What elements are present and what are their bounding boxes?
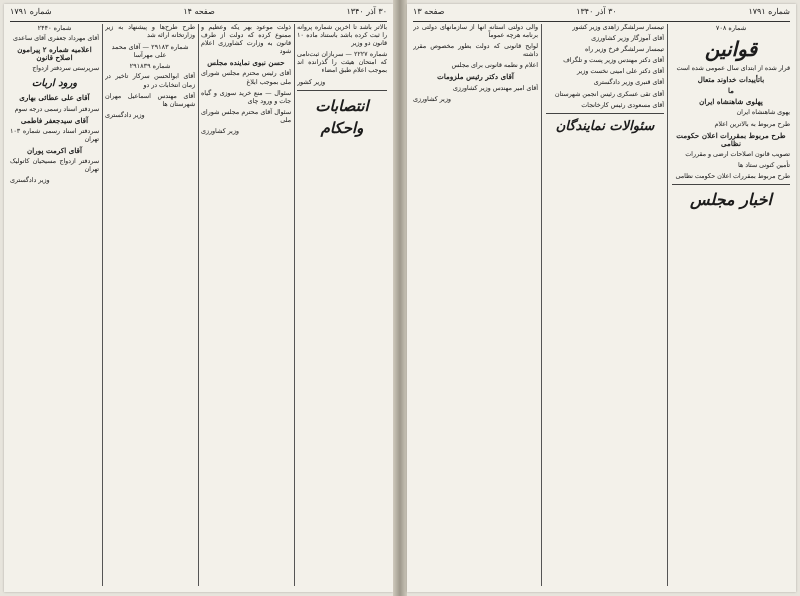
left-col-2: [201, 24, 291, 588]
list-item: آقای تقی عسکری رئیس انجمن شهرستان: [554, 90, 664, 98]
paragraph: آقای رئیس محترم مجلس شورای ملی بموجب ابلاغ: [201, 70, 291, 86]
divider: [546, 113, 664, 114]
item-title: آقای اکرمت پوران: [26, 145, 82, 155]
paragraph: یهوی شاهنشاه ایران: [736, 109, 790, 117]
left-page-header: [10, 7, 387, 22]
left-header-page: صفحه ۱۴: [183, 7, 215, 16]
right-header-issue: شماره ۱۷۹۱: [748, 7, 790, 16]
column-rule: [102, 24, 103, 586]
list-item: تیمسار سرلشگر فرخ وزیر راه: [584, 46, 664, 54]
column-rule: [667, 24, 668, 586]
right-header-date: ۳۰ آذر ۱۳۴۰: [576, 7, 617, 16]
paragraph: طرح مربوط به بالاترین اعلام: [714, 120, 790, 128]
signature: وزیر کشاورزی: [201, 128, 239, 136]
paragraph: شماره ۲۲۲۷ — سربازان ثبت‌نامی که امتحان هیئت را گذرانده اند بموجب اعلام طبق امضاء: [297, 51, 387, 75]
page-gutter: [393, 0, 407, 596]
paragraph: آقای ابوالحسن سرکار تاخیر در زمان انتخابات در دو: [105, 73, 195, 89]
paragraph: تصویب قانون اصلاحات ارضی و مقررات: [685, 150, 790, 158]
paragraph: بالاتر باشد تا آخرین شماره پروانه را ثبت کرده باشد باستناد ماده ۱۰ قانون دو وزیر: [297, 24, 387, 48]
left-col-3: [105, 24, 195, 588]
signature: وزیر کشاورزی: [413, 95, 451, 103]
paragraph: اعلام و نظمه قانونی برای مجلس: [451, 62, 538, 70]
paragraph: طرح طرح‌ها و پیشنهاد به زیر وزارتخانه ارائه شد: [105, 24, 195, 40]
left-header-issue: شماره ۱۷۹۱: [10, 7, 52, 16]
item-title: آقای سیدجعفر فاطمی: [20, 115, 89, 125]
paragraph: سرپرستی سردفتر ازدواج: [32, 65, 99, 73]
paragraph: سئوال — منع خرید سوزی و گیاه جات و ورود چای: [201, 89, 291, 105]
column-rule: [541, 24, 542, 586]
signature: وزیر کشور: [297, 78, 326, 86]
left-col-1: [297, 24, 387, 588]
divider: [297, 90, 387, 91]
list-item: آقای دکتر مهندس وزیر پست و تلگراف: [563, 57, 664, 65]
left-header-date: ۳۰ آذر ۱۳۴۰: [346, 7, 387, 16]
paragraph: والی دولتی استانه آنها از سازمانهای دولتی در برنامه هرچه عموماً: [413, 24, 538, 40]
paragraph: قرار شده از ابتدای سال عمومی شده است: [676, 65, 790, 73]
paragraph: آقای امیر مهندس وزیر کشاورزی: [452, 84, 538, 92]
list-item: آقای مسعودی رئیس کارخانجات: [581, 101, 664, 109]
right-col-2: [546, 24, 664, 588]
paragraph: تأمین کنونی ستاد ها: [737, 161, 790, 169]
list-item: آقای قنبری وزیر دادگستری: [593, 79, 664, 87]
paragraph: آقای مهندس اسماعیل مهران شهرستان ها: [105, 92, 195, 108]
paragraph: ذولت موعود بهر یکه وعظیم و ممنوع کرده که دولت از طرف قانون به وزارت کشاورزی اعلام شود: [201, 24, 291, 56]
item-number: شماره ۲۹۱۸۳۹: [129, 62, 171, 71]
section-title: ورود اربات: [31, 78, 78, 90]
heading: پهلوی شاهنشاه ایران: [699, 97, 763, 107]
right-page: [407, 4, 796, 592]
paragraph: طرح مربوط بمقررات اعلان حکومت نظامی: [675, 173, 790, 181]
column-rule: [198, 24, 199, 586]
parliament-news-title: اخبار مجلس: [690, 190, 772, 210]
left-col-4: [10, 24, 99, 588]
paragraph: آقای مهرداد جعفری آقای ساعدی: [12, 35, 99, 43]
appointments-title: انتصابات واحکام: [315, 96, 369, 137]
paragraph: لوایح قانونی که دولت بطور مخصوص مقرر داشته: [413, 43, 538, 59]
item-number: شماره ۲۹۱۸۳ — آقای محمد علی مهرآسا: [111, 43, 189, 60]
right-col-3: [413, 24, 538, 588]
right-header-page: صفحه ۱۳: [413, 7, 445, 16]
right-page-header: [413, 7, 790, 22]
questions-title: سئوالات نمایندگان: [555, 118, 655, 134]
law-number: شماره ۷۰۸: [715, 24, 747, 32]
item-title: حسن نبوی نماینده مجلس: [207, 58, 285, 68]
signature: وزیر دادگستری: [105, 111, 145, 119]
right-col-1: [672, 24, 790, 588]
paragraph: سردفتر اسناد رسمی شماره ۱۰۳ تهران: [10, 127, 99, 143]
list-item: آقای آموزگار وزیر کشاورزی: [591, 35, 664, 43]
heading: ما: [727, 86, 735, 96]
heading: طرح مربوط بمقررات اعلان حکومت نظامی: [676, 130, 786, 148]
left-page: [4, 4, 393, 592]
item-title: آقای علی عطائی بهاری: [19, 93, 90, 103]
list-item: آقای دکتر علی امینی نخست وزیر: [577, 68, 664, 76]
paragraph: سردفتر اسناد رسمی درجه سوم: [14, 105, 99, 113]
paragraph: سئوال آقای محترم مجلس شورای ملی: [201, 108, 291, 124]
item-title: آقای دکتر رئیس ملزومات: [437, 72, 514, 82]
list-item: تیمسار سرلشگر زاهدی وزیر کشور: [572, 24, 664, 31]
laws-banner: قوانین: [704, 37, 758, 62]
divider: [672, 184, 790, 185]
column-rule: [294, 24, 295, 586]
signature: وزیر دادگستری: [10, 177, 50, 185]
item-title: اعلامیه شماره ۲ پیرامون اصلاح قانون: [17, 45, 92, 63]
paragraph: سردفتر ازدواج مسیحیان کاتولیک تهران: [10, 158, 99, 174]
item-number: شماره ۲۴۴۰: [37, 24, 72, 32]
heading: باتأییدات خداوند متعال: [697, 75, 765, 85]
